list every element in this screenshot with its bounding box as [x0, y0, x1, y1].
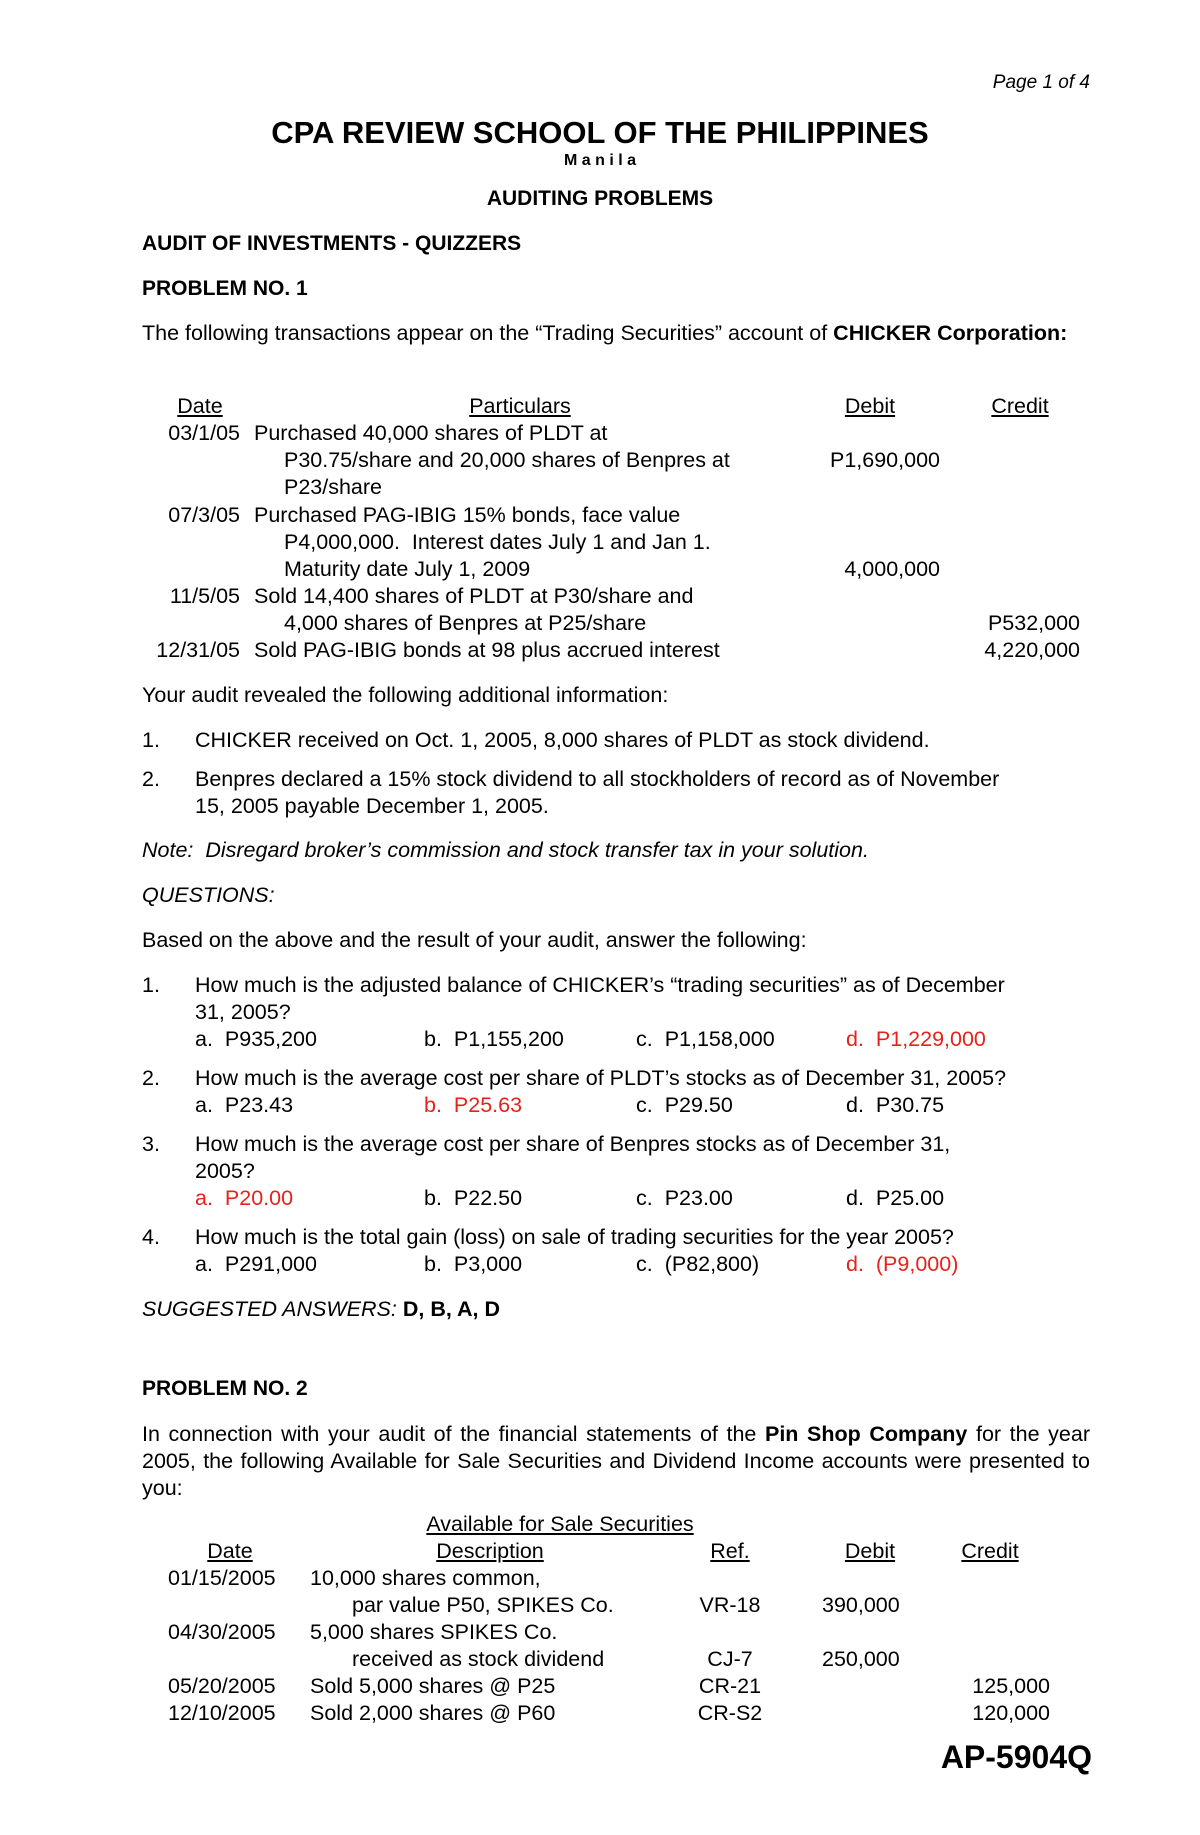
p2-header-debit: Debit	[844, 1539, 896, 1563]
p1-header-credit: Credit	[991, 394, 1049, 418]
problem-1-intro: The following transactions appear on the “Trading Securities” account of CHICKER Corporation:	[142, 321, 1068, 345]
subject-title: AUDITING PROBLEMS	[486, 187, 714, 210]
p1-row-credit: 4,220,000	[984, 638, 1080, 662]
additional-item-text: Benpres declared a 15% stock dividend to all stockholders of record as of November	[195, 767, 1000, 791]
p1-row-particulars-line: P4,000,000. Interest dates July 1 and Jan 1.	[284, 530, 711, 554]
choice-a-correct: a. P20.00	[195, 1186, 294, 1210]
note: Note: Disregard broker’s commission and stock transfer tax in your solution.	[142, 838, 869, 862]
school-name: CPA REVIEW SCHOOL OF THE PHILIPPINES	[271, 115, 929, 150]
p1-row-particulars-line: P30.75/share and 20,000 shares of Benpres at	[284, 448, 730, 472]
p2-row-credit: 125,000	[972, 1674, 1050, 1698]
topic-title: AUDIT OF INVESTMENTS - QUIZZERS	[142, 232, 522, 255]
problem-1-title: PROBLEM NO. 1	[142, 277, 308, 300]
choice-c: c. P29.50	[636, 1093, 733, 1117]
additional-item-text: CHICKER received on Oct. 1, 2005, 8,000 shares of PLDT as stock dividend.	[195, 728, 930, 752]
question-text: 2005?	[195, 1159, 255, 1183]
question-text: How much is the average cost per share of PLDT’s stocks as of December 31, 2005?	[195, 1066, 1007, 1090]
p2-row-ref: CR-S2	[697, 1701, 763, 1725]
question-text: How much is the total gain (loss) on sale of trading securities for the year 2005?	[195, 1225, 954, 1249]
p2-row-description-line: par value P50, SPIKES Co.	[352, 1593, 614, 1617]
p2-row-ref: VR-18	[699, 1593, 761, 1617]
p1-row-particulars-line: 4,000 shares of Benpres at P25/share	[284, 611, 647, 635]
questions-label: QUESTIONS:	[142, 883, 275, 907]
p2-row-credit: 120,000	[972, 1701, 1050, 1725]
p2-row-ref: CR-21	[698, 1674, 762, 1698]
p1-row-date: 03/1/05	[168, 421, 240, 445]
p1-row-date: 11/5/05	[169, 584, 240, 608]
choice-d-correct: d. (P9,000)	[846, 1252, 959, 1276]
choice-a: a. P291,000	[195, 1252, 317, 1276]
p1-row-debit: 4,000,000	[844, 557, 940, 581]
additional-info-intro: Your audit revealed the following additional information:	[142, 683, 669, 707]
p2-header-description: Description	[436, 1539, 544, 1563]
p1-header-debit: Debit	[844, 394, 896, 418]
p2-row-ref: CJ-7	[707, 1647, 753, 1671]
choice-b-correct: b. P25.63	[424, 1093, 523, 1117]
p1-row-particulars-line: Purchased 40,000 shares of PLDT at	[254, 421, 608, 445]
choice-b: b. P3,000	[424, 1252, 523, 1276]
choice-b: b. P1,155,200	[424, 1027, 564, 1051]
additional-item-text: 15, 2005 payable December 1, 2005.	[195, 794, 549, 818]
p1-row-particulars-line: Purchased PAG-IBIG 15% bonds, face value	[254, 503, 681, 527]
p1-row-date: 07/3/05	[168, 503, 240, 527]
p1-row-particulars-line: Maturity date July 1, 2009	[284, 557, 531, 581]
p1-row-particulars-line: Sold PAG-IBIG bonds at 98 plus accrued interest	[254, 638, 720, 662]
question-text: How much is the average cost per share of Benpres stocks as of December 31,	[195, 1132, 951, 1156]
p1-header-particulars: Particulars	[469, 394, 571, 418]
choice-c: c. P1,158,000	[636, 1027, 775, 1051]
page-number: Page 1 of 4	[992, 72, 1090, 93]
p2-row-debit: 390,000	[822, 1593, 900, 1617]
p2-row-date: 01/15/2005	[168, 1566, 276, 1590]
choice-d: d. P25.00	[846, 1186, 945, 1210]
p2-row-date: 04/30/2005	[168, 1620, 276, 1644]
questions-intro: Based on the above and the result of your audit, answer the following:	[142, 928, 807, 952]
p1-row-particulars-line: P23/share	[284, 475, 383, 499]
p2-header-date: Date	[207, 1539, 253, 1563]
question-text: 31, 2005?	[195, 1000, 291, 1024]
additional-item-number: 2.	[142, 767, 160, 791]
choice-b: b. P22.50	[424, 1186, 523, 1210]
p2-row-debit: 250,000	[822, 1647, 900, 1671]
p2-header-credit: Credit	[961, 1539, 1019, 1563]
question-number: 1.	[142, 973, 160, 997]
choice-d: d. P30.75	[846, 1093, 945, 1117]
p1-row-date: 12/31/05	[156, 638, 240, 662]
question-number: 3.	[142, 1132, 160, 1156]
question-number: 2.	[142, 1066, 160, 1090]
question-number: 4.	[142, 1225, 160, 1249]
p2-table-title: Available for Sale Securities	[426, 1512, 694, 1536]
p2-header-ref: Ref.	[710, 1539, 750, 1563]
p2-row-date: 12/10/2005	[168, 1701, 276, 1725]
city: M a n i l a	[563, 152, 636, 169]
problem-2-intro: In connection with your audit of the financial statements of the Pin Shop Company for the year 2005, the following Available for Sale Securities and Dividend Income accounts were presented to you:	[142, 1422, 1090, 1500]
choice-c: c. P23.00	[636, 1186, 733, 1210]
choice-a: a. P935,200	[195, 1027, 317, 1051]
p2-row-description-line: Sold 5,000 shares @ P25	[310, 1674, 556, 1698]
choice-a: a. P23.43	[195, 1093, 294, 1117]
p2-row-description-line: received as stock dividend	[352, 1647, 605, 1671]
p2-row-description-line: 5,000 shares SPIKES Co.	[310, 1620, 558, 1644]
p1-row-particulars-line: Sold 14,400 shares of PLDT at P30/share and	[254, 584, 694, 608]
question-text: How much is the adjusted balance of CHICKER’s “trading securities” as of December	[195, 973, 1005, 997]
p1-row-debit: P1,690,000	[830, 448, 940, 472]
suggested-answers: SUGGESTED ANSWERS: D, B, A, D	[142, 1297, 500, 1321]
document-code: AP-5904Q	[940, 1739, 1092, 1775]
p1-row-credit: P532,000	[987, 611, 1080, 635]
p2-row-description-line: Sold 2,000 shares @ P60	[310, 1701, 556, 1725]
choice-d-correct: d. P1,229,000	[846, 1027, 986, 1051]
problem-2-title: PROBLEM NO. 2	[142, 1377, 308, 1400]
p2-row-description-line: 10,000 shares common,	[310, 1566, 541, 1590]
choice-c: c. (P82,800)	[636, 1252, 760, 1276]
p1-header-date: Date	[177, 394, 223, 418]
additional-item-number: 1.	[142, 728, 160, 752]
p2-row-date: 05/20/2005	[168, 1674, 276, 1698]
